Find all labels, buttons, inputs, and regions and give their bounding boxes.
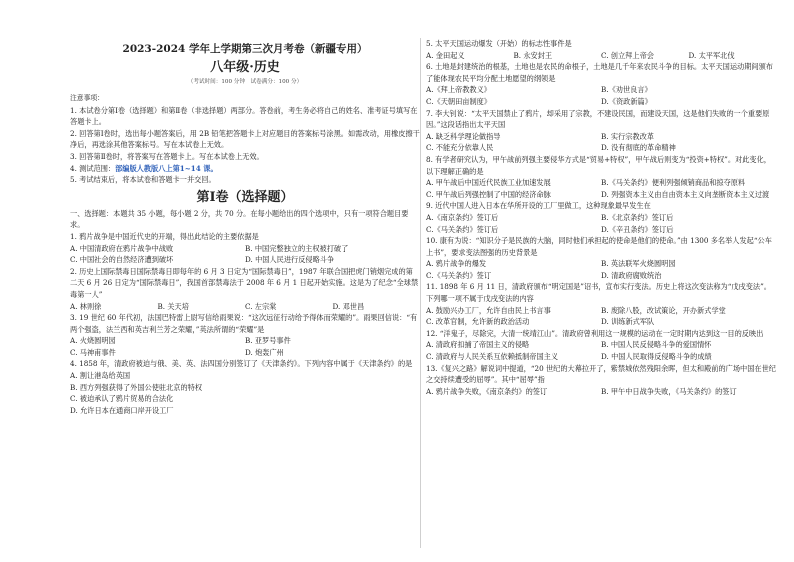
answer-option[interactable]: C. 中国社会的自然经济遭到破坏 — [70, 255, 174, 265]
answer-option[interactable]: C. 甲午战后列强控制了中国的经济命脉 — [426, 189, 551, 199]
question — [426, 363, 776, 398]
answer-option[interactable]: A. 中国清政府在鸦片战争中战败 — [70, 243, 174, 253]
right-question-list — [426, 38, 776, 397]
question-stem: 2. 历史上国际禁毒日国际禁毒日即每年的 6 月 3 日定为“国际禁毒日”，1987 年联合国把虎门销烟完成的第二天 6 月 26 日定为“国际禁毒日”，我国首部禁毒法于 2008 年 6 月 1 日起开始实施。这是为了纪念“全球禁毒第一人” — [70, 266, 419, 299]
question-options — [426, 339, 776, 362]
question-options — [70, 335, 420, 358]
answer-option[interactable]: C. 清政府与人民关系互依赖抵制帝国主义 — [426, 352, 559, 362]
answer-option[interactable]: C. 左宗棠 — [245, 301, 277, 311]
answer-option[interactable]: A. 林则徐 — [70, 301, 102, 311]
question-options — [426, 50, 776, 62]
answer-option[interactable]: C. 马神甫事件 — [70, 347, 116, 357]
question-stem: 1. 鸦片战争是中国近代史的开端，得出此结论的主要依据是 — [70, 231, 259, 241]
answer-option[interactable]: D.《辛丑条约》签订后 — [601, 224, 674, 234]
answer-option[interactable]: B. 亚罗号事件 — [245, 336, 291, 346]
left-question-list — [70, 231, 420, 417]
exam-meta: （考试时间：100 分钟 试卷满分：100 分） — [187, 79, 303, 85]
answer-option[interactable]: D. 列强资本主义由自由资本主义向垄断资本主义过渡 — [601, 189, 770, 199]
question — [426, 200, 776, 235]
answer-option[interactable]: B. 英法联军火烧圆明园 — [601, 259, 676, 269]
question-stem: 10. 康有为说：“知识分子是民族的大脑，同时他们承担起的使命是他们的使命。”由 1300 多名举人发起“公车上书”，要求变法图强的历史背景是 — [426, 236, 772, 257]
answer-option[interactable]: A. 甲午战后中国近代民族工业加速发展 — [426, 178, 551, 188]
answer-option[interactable]: D. 邓世昌 — [332, 301, 365, 311]
question-stem: 3. 19 世纪 60 年代初，法国巴特雷上尉写信给雨果说：“这次远征行动给予得体而荣耀的”。雨果回信说：“有两个强盗，法兰西和英吉利兰芳之荣耀，”英法所谓的“荣耀”是 — [70, 313, 418, 334]
answer-option[interactable]: A. 割让港岛给英国 — [70, 371, 131, 381]
answer-option[interactable]: C.《天朝田亩制度》 — [426, 96, 492, 106]
answer-option[interactable]: B.《劝世良言》 — [601, 85, 652, 95]
question-stem: 7. 李大钊说：“太平天国禁止了鸦片，却采用了宗教，不建设民国，而建设天国，这是他们失败的一个重要原因。”这段话指出太平天国 — [426, 108, 770, 130]
answer-option[interactable]: A. 鼓励兴办工厂，允许自由民上书言事 — [426, 305, 551, 315]
question-options — [426, 386, 776, 398]
notice-scope-value: 部编版人教版八上第1~14 课。 — [115, 163, 218, 173]
answer-option[interactable]: A.《拜上帝教教义》 — [426, 85, 491, 95]
notice-item: 1. 本试卷分第Ⅰ卷（选择题）和第Ⅱ卷（非选择题）两部分。答卷前，考生务必将自己的姓名、准考证号填写在答题卡上。 — [70, 105, 418, 127]
right-column — [426, 0, 776, 397]
notice-scope-label: 4. 测试范围： — [70, 163, 116, 173]
answer-option[interactable]: B. 永安封王 — [513, 50, 553, 60]
question-options — [426, 84, 776, 107]
question-options — [426, 258, 776, 281]
answer-option[interactable]: B. 西方列强获得了外国公使驻北京的特权 — [70, 382, 203, 392]
answer-option[interactable]: D. 太平军北伐 — [688, 50, 735, 60]
answer-option[interactable]: B.《北京条约》签订后 — [601, 212, 674, 222]
answer-option[interactable]: A. 金田起义 — [426, 50, 465, 60]
notice-item: 2. 回答第Ⅰ卷时，选出每小题答案后，用 2B 铅笔把答题卡上对应题目的答案标号涂黑。如需改动，用橡皮擦干净后，再选涂其他答案标号。写在本试卷上无效。 — [70, 128, 420, 150]
notice-scope — [70, 163, 420, 175]
answer-option[interactable]: D. 炮轰广州 — [245, 347, 284, 357]
question — [426, 154, 776, 200]
question — [70, 358, 420, 416]
question-stem: 4. 1858 年，清政府被迫与俄、美、英、法四国分别签订了《天津条约》。下列内容中属于《天津条约》的是 — [70, 359, 413, 369]
left-column — [70, 0, 420, 416]
question — [426, 38, 776, 61]
answer-option[interactable]: D. 没有彻底的革命精神 — [601, 143, 676, 153]
section-title: 第Ⅰ卷（选择题） — [196, 189, 294, 205]
answer-option[interactable]: B. 中国完整独立的主权被打破了 — [245, 243, 349, 253]
question — [426, 108, 776, 154]
answer-option[interactable]: C. 创立拜上帝会 — [601, 50, 654, 60]
answer-option[interactable]: B. 实行宗教改革 — [601, 131, 654, 141]
answer-option[interactable]: A. 火烧圆明园 — [70, 336, 116, 346]
answer-option[interactable]: D. 清政府腐败统治 — [601, 270, 662, 280]
question-stem: 11. 1898 年 6 月 11 日，清政府颁布“明定国是”诏书，宣布实行变法。历史上将这次变法称为“戊戌变法”。下列哪一项不属于戊戌变法的内容 — [426, 282, 771, 304]
question — [426, 281, 776, 327]
question-options — [426, 305, 776, 328]
answer-option[interactable]: B. 甲午中日战争失败，《马关条约》的签订 — [601, 386, 737, 396]
answer-option[interactable]: A.《南京条约》签订后 — [426, 212, 499, 222]
answer-option[interactable]: B. 中国人民反侵略斗争的爱国情怀 — [601, 340, 712, 350]
answer-option[interactable]: B.《马关条约》便利列强倾销商品和掠夺原料 — [601, 178, 746, 188]
question-options — [426, 177, 776, 200]
answer-option[interactable]: D. 中国人民取得反侵略斗争的成绩 — [601, 352, 712, 362]
section-intro: 一、选择题：本题共 35 小题，每小题 2 分，共 70 分。在每小题给出的四个选项中，只有一项符合题目要求。 — [70, 208, 409, 230]
answer-option[interactable]: A. 缺乏科学理论做指导 — [426, 131, 501, 141]
answer-option[interactable]: C. 不能充分依靠人民 — [426, 143, 494, 153]
answer-option[interactable]: C. 被迫承认了鸦片贸易的合法化 — [70, 394, 174, 404]
answer-option[interactable]: A. 鸦片战争失败，《南京条约》的签订 — [426, 386, 548, 396]
question — [426, 328, 776, 363]
answer-option[interactable]: D. 训练新式军队 — [601, 317, 655, 327]
answer-option[interactable]: D. 允许日本在通商口岸开设工厂 — [70, 405, 174, 415]
answer-option[interactable]: C.《马关条约》签订 — [426, 270, 492, 280]
question-stem: 12. “洋鬼子，尽除完，大清一统靖江山”。清政府曾利用这一规模的运动在一定时期内达到这一目的反映出 — [426, 328, 764, 338]
question — [70, 231, 420, 266]
answer-option[interactable]: C. 改革官制，允许新的政治活动 — [426, 317, 530, 327]
exam-title: 2023-2024 学年上学期第三次月考卷（新疆专用） — [122, 43, 368, 55]
question-stem: 9. 近代中国人进入日本在华所开设的工厂里做工，这种现象最早发生在 — [426, 201, 651, 211]
answer-option[interactable]: D. 中国人民进行反侵略斗争 — [245, 255, 335, 265]
notice-heading: 注意事项： — [70, 94, 104, 102]
question — [70, 312, 420, 358]
question — [426, 235, 776, 281]
question-stem: 6. 土地是封建统治的根基，土地也是农民的命根子，土地是几千年来农民斗争的目标。太平天国运动期间颁布了能体现农民平均分配土地愿望的纲领是 — [426, 62, 773, 83]
question-options — [426, 212, 776, 235]
question-stem: 5. 太平天国运动爆发（开始）的标志性事件是 — [426, 39, 572, 48]
notice-item: 5. 考试结束后，将本试卷和答题卡一并交回。 — [70, 175, 216, 185]
question-stem: 8. 有学者研究认为，甲午战前列强主要侵华方式是“贸易+特权”，甲午战后则变为“投资+特权”。对此变化，以下理解正确的是 — [426, 154, 771, 176]
answer-option[interactable]: A. 鸦片战争的爆发 — [426, 259, 487, 269]
answer-option[interactable]: D.《资政新篇》 — [601, 96, 652, 106]
answer-option[interactable]: A. 清政府扣捕了帝国主义的侵略 — [426, 340, 530, 350]
answer-option[interactable]: B. 废除八股，改试策论，开办新式学堂 — [601, 305, 726, 315]
question-stem: 13.《复兴之路》解说词中提道，“20 世纪的大幕拉开了，紫禁城依然残阳余晖，但太和殿前的广场中国在世纪之交持续遭受的屈辱”。其中“屈辱”指 — [426, 363, 776, 385]
answer-option[interactable]: B. 关天培 — [157, 301, 189, 311]
question-options — [70, 243, 420, 266]
question — [426, 61, 776, 107]
answer-option[interactable]: C.《马关条约》签订后 — [426, 224, 499, 234]
question-options — [426, 131, 776, 154]
question-options — [70, 301, 420, 313]
exam-subtitle: 八年级·历史 — [210, 60, 280, 75]
question — [70, 266, 420, 312]
notice-item: 3. 回答第Ⅱ卷时，将答案写在答题卡上。写在本试卷上无效。 — [70, 151, 264, 161]
column-divider — [420, 38, 421, 548]
question-options — [70, 370, 420, 416]
